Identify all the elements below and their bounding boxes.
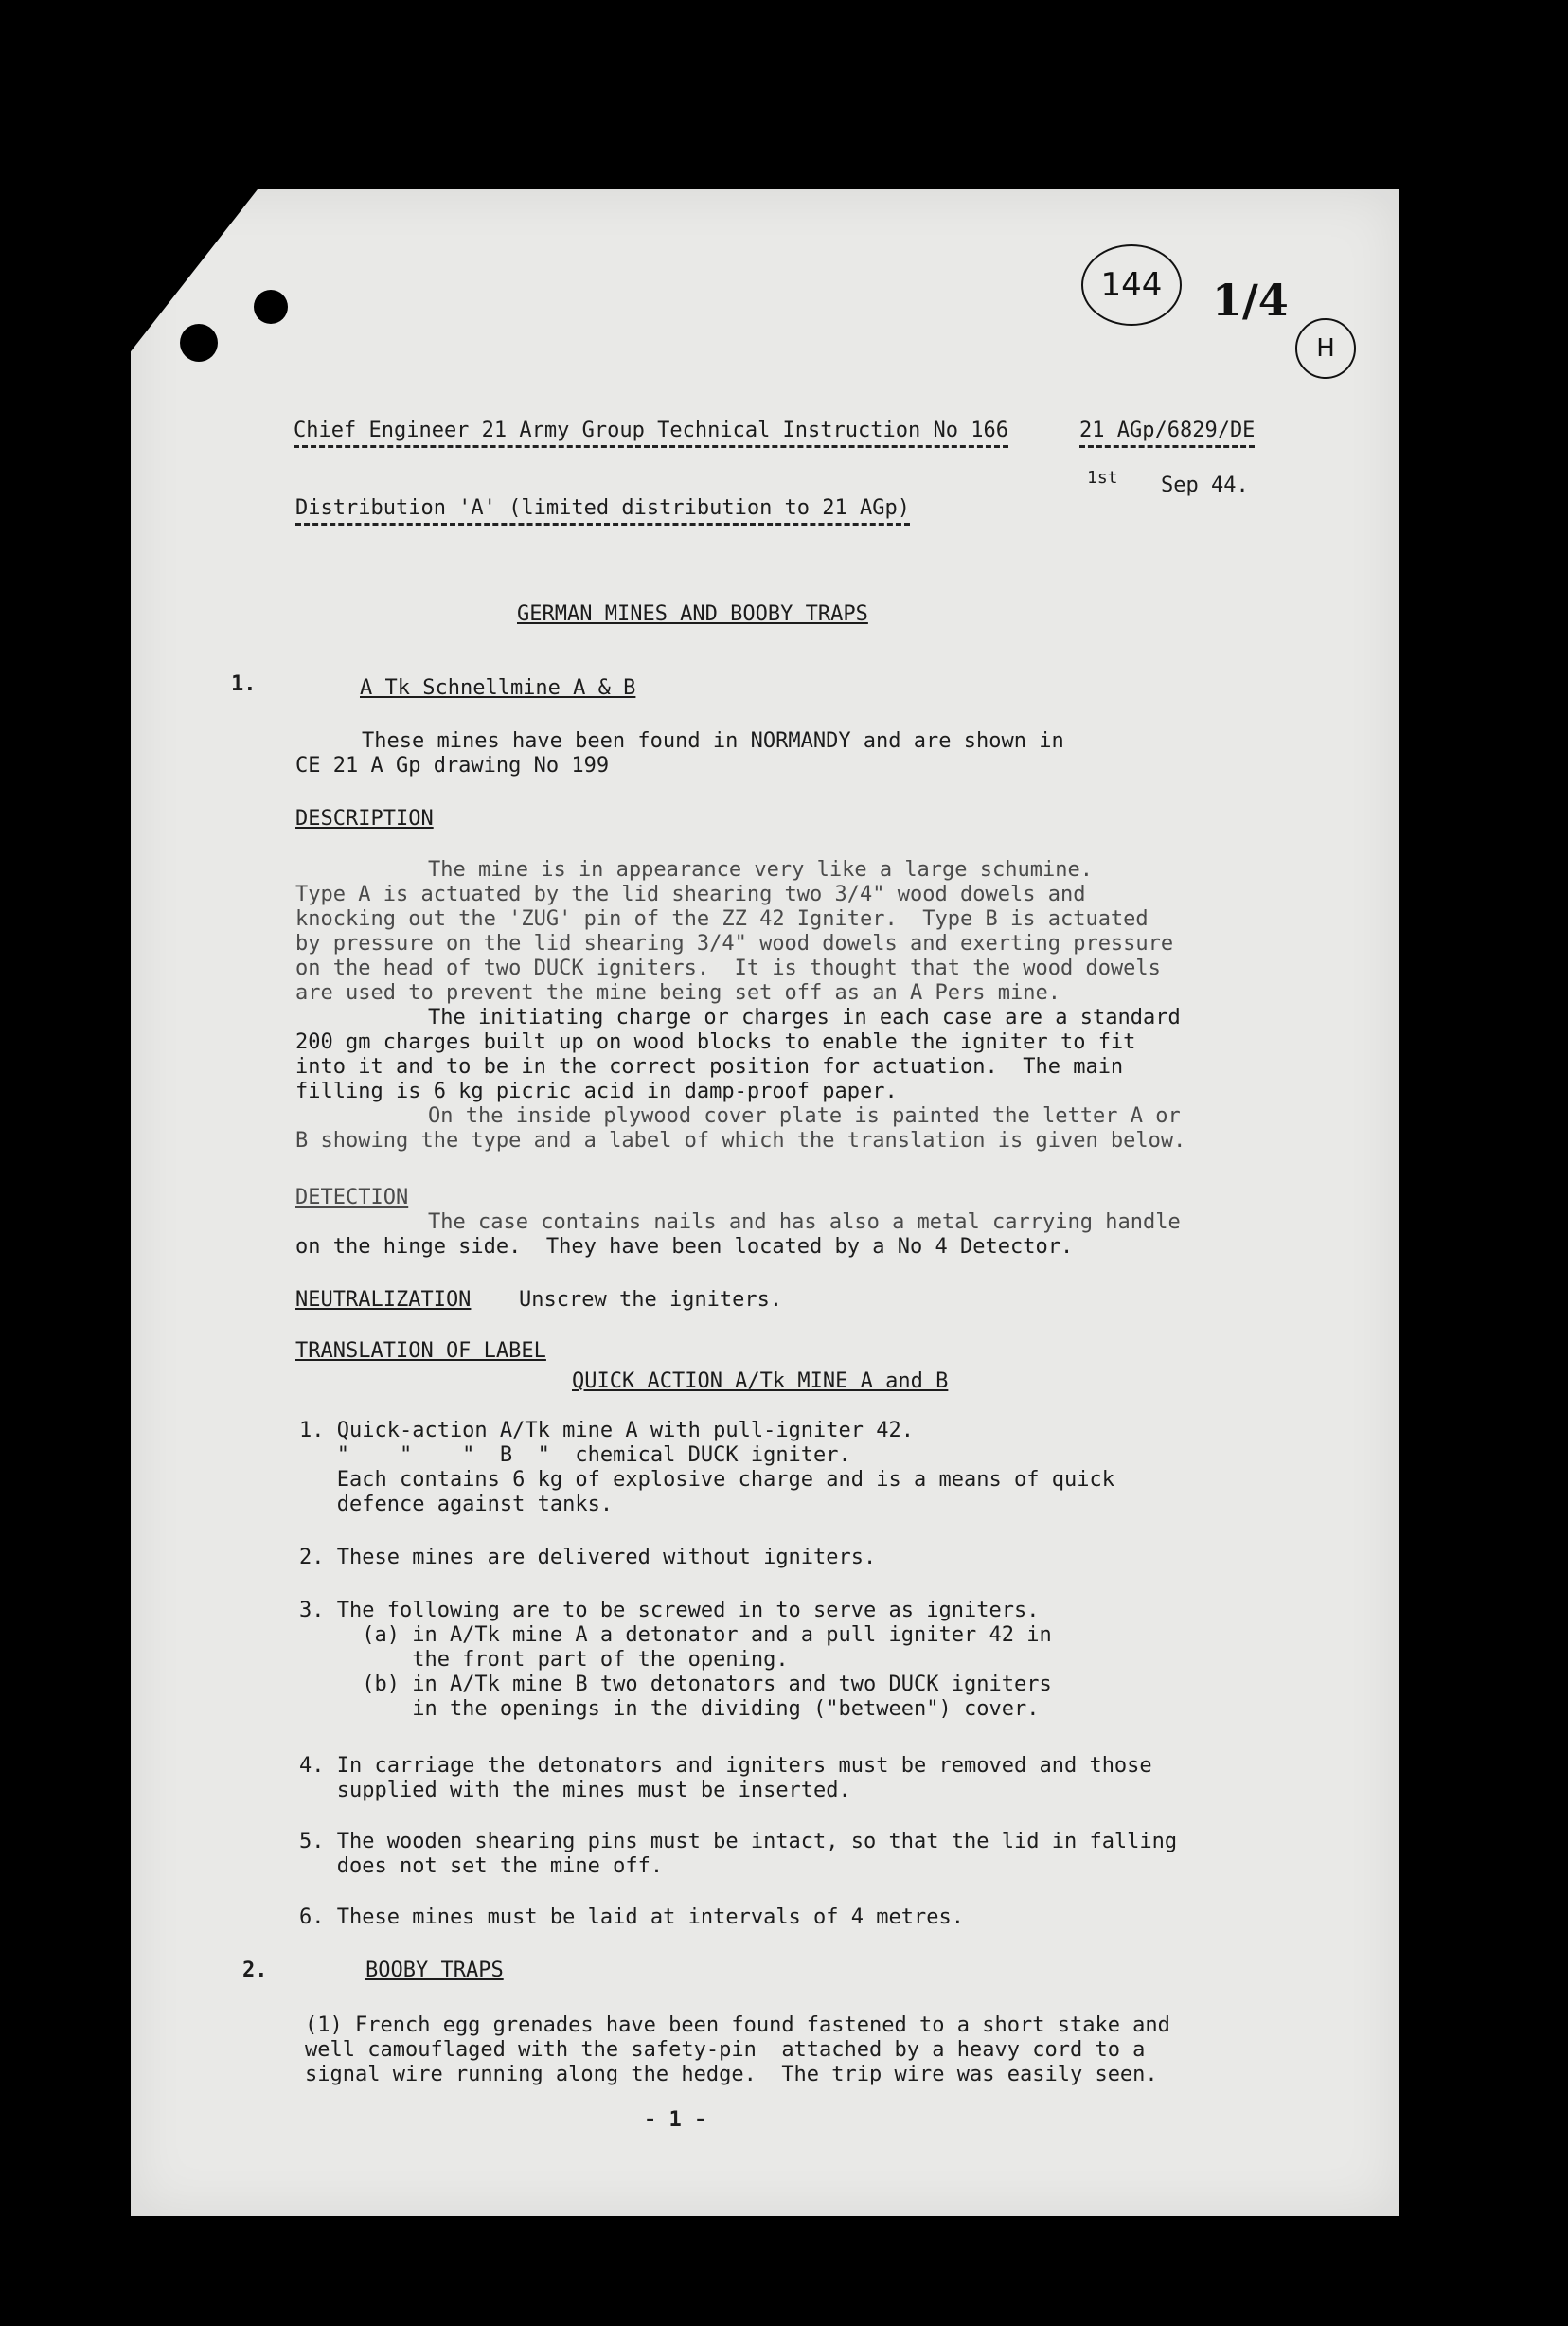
- page-number: - 1 -: [644, 2108, 707, 2132]
- label-item-line: 3. The following are to be screwed in to serve as igniters.: [299, 1599, 1040, 1622]
- section-1-heading: A Tk Schnellmine A & B: [360, 676, 636, 700]
- neutralization-heading: NEUTRALIZATION: [295, 1288, 472, 1312]
- intro-line: CE 21 A Gp drawing No 199: [295, 754, 610, 778]
- translation-heading: TRANSLATION OF LABEL: [295, 1339, 546, 1363]
- description-line: The mine is in appearance very like a large schumine.: [428, 858, 1093, 882]
- label-item-line: " " " B " chemical DUCK igniter.: [299, 1443, 851, 1467]
- label-item-line: 4. In carriage the detonators and igniters must be removed and those: [299, 1754, 1152, 1778]
- punch-hole: [180, 324, 218, 362]
- handwritten-folio-mark: 1/4: [1212, 275, 1289, 326]
- label-item-line: the front part of the opening.: [299, 1648, 789, 1672]
- description-line: into it and to be in the correct position for actuation. The main: [295, 1055, 1124, 1079]
- document-date: Sep 44.: [1161, 474, 1249, 497]
- booby-trap-line: well camouflaged with the safety-pin attached by a heavy cord to a: [305, 2038, 1146, 2062]
- translation-title: QUICK ACTION A/Tk MINE A and B: [572, 1369, 949, 1393]
- neutralization-text: Unscrew the igniters.: [519, 1288, 783, 1312]
- label-item-line: defence against tanks.: [299, 1493, 614, 1516]
- description-line: 200 gm charges built up on wood blocks to enable the igniter to fit: [295, 1030, 1136, 1054]
- distribution-line: Distribution 'A' (limited distribution to 21 AGp): [295, 496, 910, 526]
- description-line: The initiating charge or charges in each case are a standard: [428, 1006, 1181, 1029]
- detection-heading: DETECTION: [295, 1186, 409, 1209]
- section-2-number: 2.: [242, 1959, 268, 1982]
- label-item-line: 5. The wooden shearing pins must be intact, so that the lid in falling: [299, 1830, 1178, 1853]
- label-item-line: in the openings in the dividing ("between") cover.: [299, 1697, 1040, 1721]
- description-line: by pressure on the lid shearing 3/4" wood dowels and exerting pressure: [295, 932, 1174, 956]
- description-line: filling is 6 kg picric acid in damp-proof paper.: [295, 1080, 898, 1103]
- label-item-line: (a) in A/Tk mine A a detonator and a pull igniter 42 in: [299, 1623, 1052, 1647]
- detection-line: on the hinge side. They have been located by a No 4 Detector.: [295, 1235, 1074, 1259]
- label-item-line: 6. These mines must be laid at intervals of 4 metres.: [299, 1906, 964, 1929]
- circled-folio-mark: H: [1295, 318, 1356, 379]
- document-reference: 21 AGp/6829/DE: [1079, 419, 1255, 448]
- booby-trap-line: (1) French egg grenades have been found fastened to a short stake and: [305, 2013, 1170, 2037]
- document-header-title: Chief Engineer 21 Army Group Technical Instruction No 166: [294, 419, 1008, 448]
- booby-trap-line: signal wire running along the hedge. The trip wire was easily seen.: [305, 2063, 1158, 2086]
- description-line: Type A is actuated by the lid shearing two 3/4" wood dowels and: [295, 883, 1086, 906]
- section-2-heading: BOOBY TRAPS: [365, 1959, 504, 1982]
- section-1-number: 1.: [231, 672, 257, 696]
- circled-folio-number: 144: [1081, 244, 1182, 326]
- label-item-line: supplied with the mines must be inserted.: [299, 1779, 851, 1802]
- label-item-line: Each contains 6 kg of explosive charge and is a means of quick: [299, 1468, 1114, 1492]
- description-line: are used to prevent the mine being set off as an A Pers mine.: [295, 981, 1060, 1005]
- label-item-line: 1. Quick-action A/Tk mine A with pull-igniter 42.: [299, 1419, 915, 1442]
- description-line: B showing the type and a label of which the translation is given below.: [295, 1129, 1186, 1153]
- description-line: knocking out the 'ZUG' pin of the ZZ 42 Igniter. Type B is actuated: [295, 907, 1149, 931]
- description-line: on the head of two DUCK igniters. It is thought that the wood dowels: [295, 957, 1161, 980]
- label-item-line: (b) in A/Tk mine B two detonators and two DUCK igniters: [299, 1673, 1052, 1696]
- document-date-day: 1st: [1087, 468, 1118, 488]
- label-item-line: 2. These mines are delivered without igniters.: [299, 1546, 877, 1569]
- description-line: On the inside plywood cover plate is painted the letter A or: [428, 1104, 1181, 1128]
- punch-hole: [254, 290, 288, 324]
- intro-line: These mines have been found in NORMANDY and are shown in: [362, 729, 1064, 753]
- description-heading: DESCRIPTION: [295, 807, 434, 831]
- label-item-line: does not set the mine off.: [299, 1854, 664, 1878]
- detection-line: The case contains nails and has also a metal carrying handle: [428, 1210, 1181, 1234]
- document-title: GERMAN MINES AND BOOBY TRAPS: [517, 602, 868, 626]
